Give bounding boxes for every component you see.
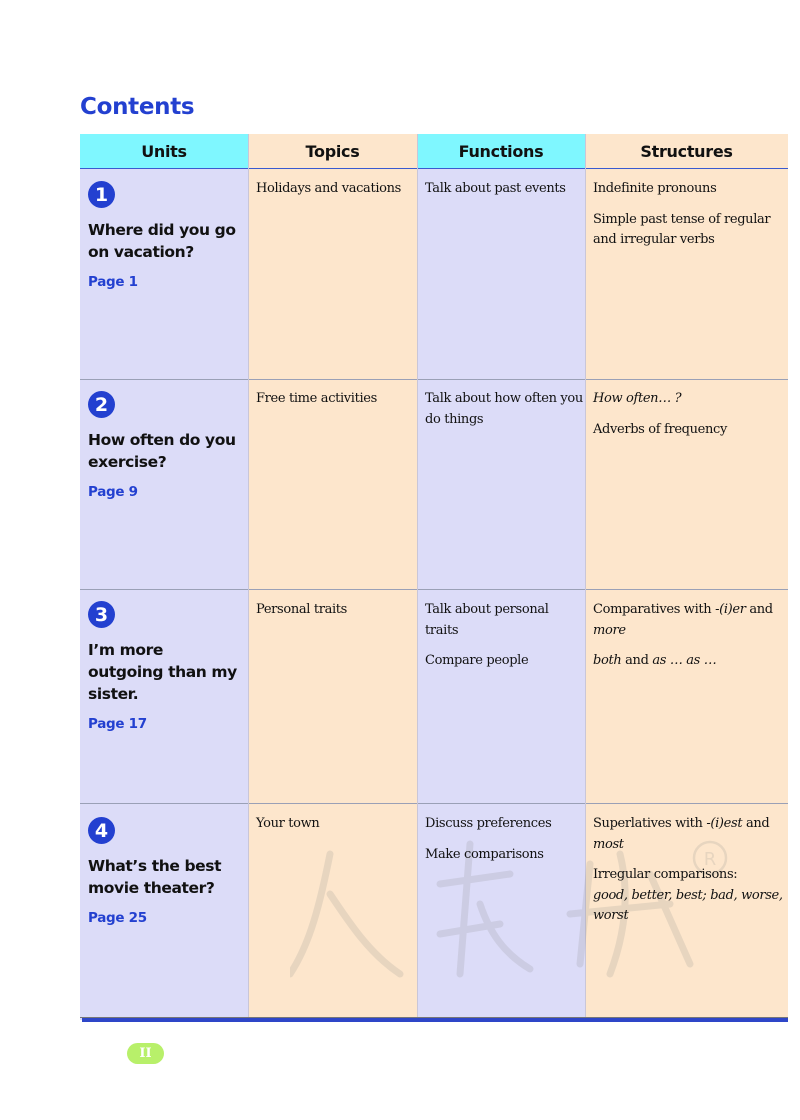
unit-cell-4	[88, 817, 243, 926]
structures-cell-4	[593, 814, 785, 927]
functions-cell-1	[425, 179, 583, 200]
column-divider	[248, 134, 249, 1020]
topics-column-bg	[248, 134, 417, 1020]
unit-title: How often do you exercise?	[88, 431, 236, 471]
function-item: Talk about how often you do things	[425, 391, 583, 427]
unit-cell-3	[88, 601, 243, 732]
row-divider	[80, 803, 788, 804]
structure-item: Simple past tense of regular and irregular verbs	[593, 211, 771, 247]
structure-item: Adverbs of frequency	[593, 421, 727, 437]
functions-column-bg	[417, 134, 585, 1020]
structure-item: Irregular comparisons: good, better, best; bad, worse, worst	[593, 867, 783, 923]
row-divider	[80, 379, 788, 380]
unit-title: What’s the best movie theater?	[88, 857, 222, 897]
topic-item: Holidays and vacations	[256, 181, 401, 196]
unit-page-link[interactable]: Page 9	[88, 484, 138, 500]
unit-title: I’m more outgoing than my sister.	[88, 641, 237, 703]
header-divider	[80, 168, 788, 169]
structure-item: Indefinite pronouns	[593, 181, 717, 196]
topics-cell-2	[256, 389, 414, 410]
header-units: Units	[80, 134, 248, 168]
contents-table	[80, 134, 788, 1022]
structures-cell-2	[593, 389, 785, 440]
column-divider	[585, 134, 586, 1020]
topics-cell-1	[256, 179, 414, 200]
unit-number-badge: 1	[88, 181, 115, 208]
topic-item: Your town	[256, 816, 320, 831]
function-item: Discuss preferences	[425, 816, 552, 831]
header-functions: Functions	[417, 134, 585, 168]
page-number-badge: II	[127, 1043, 164, 1064]
function-item: Talk about past events	[425, 181, 566, 196]
function-item: Talk about personal traits	[425, 602, 549, 638]
header-structures: Structures	[585, 134, 788, 168]
topics-cell-4	[256, 814, 414, 835]
topics-cell-3	[256, 600, 414, 621]
functions-cell-4	[425, 814, 583, 865]
structures-cell-3	[593, 600, 785, 672]
structure-item: Superlatives with -(i)est and most	[593, 816, 770, 852]
column-divider	[417, 134, 418, 1020]
header-topics: Topics	[248, 134, 417, 168]
structures-cell-1	[593, 179, 785, 251]
function-item: Make comparisons	[425, 846, 544, 862]
topic-item: Personal traits	[256, 602, 347, 617]
unit-number-badge: 2	[88, 391, 115, 418]
unit-page-link[interactable]: Page 25	[88, 910, 147, 926]
structure-item: How often… ?	[593, 391, 682, 406]
unit-page-link[interactable]: Page 1	[88, 274, 138, 290]
topic-item: Free time activities	[256, 391, 377, 406]
function-item: Compare people	[425, 653, 529, 668]
unit-title: Where did you go on vacation?	[88, 221, 236, 261]
structure-item: both and as … as …	[593, 653, 717, 668]
bottom-rule	[82, 1018, 788, 1022]
unit-cell-1	[88, 181, 243, 290]
functions-cell-2	[425, 389, 583, 430]
unit-number-badge: 4	[88, 817, 115, 844]
structure-item: Comparatives with -(i)er and more	[593, 602, 773, 638]
unit-number-badge: 3	[88, 601, 115, 628]
functions-cell-3	[425, 600, 583, 672]
page-title: Contents	[80, 94, 195, 120]
row-divider	[80, 589, 788, 590]
unit-cell-2	[88, 391, 243, 500]
unit-page-link[interactable]: Page 17	[88, 716, 147, 732]
